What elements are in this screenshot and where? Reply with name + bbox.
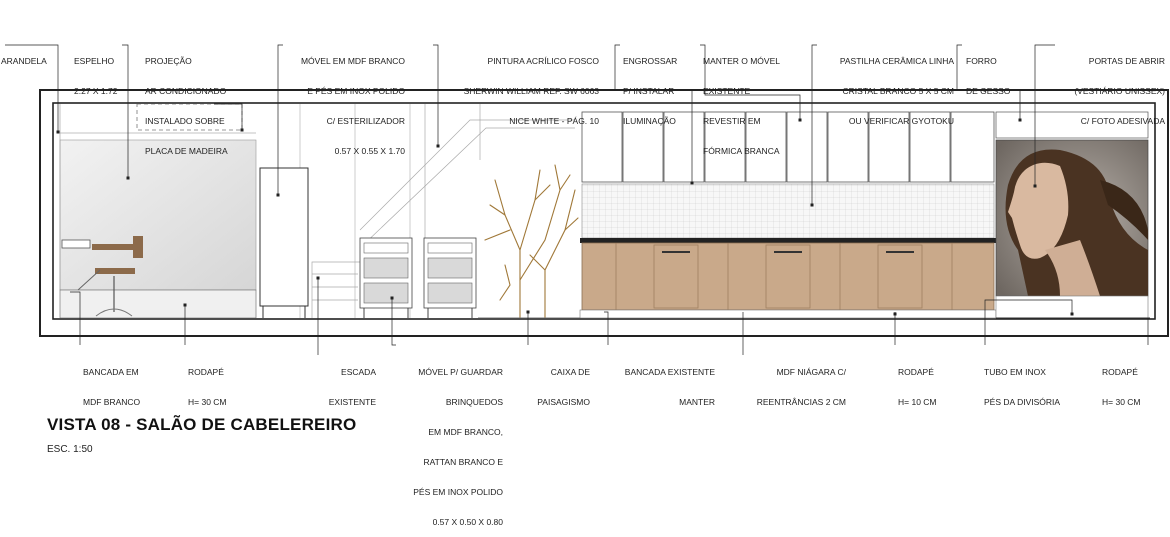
label-portas: PORTAS DE ABRIR (VESTIÁRIO UNISSEX) C/ FOTO ADESIVADA	[1074, 56, 1165, 126]
label-mdf-niagara: MDF NIÁGARA C/ REENTRÂNCIAS 2 CM	[756, 367, 846, 407]
label-manter-movel: MANTER O MÓVEL EXISTENTE REVESTIR EM FÓRMICA BRANCA	[703, 56, 780, 156]
tile-backsplash	[582, 184, 994, 238]
label-pintura: PINTURA ACRÍLICO FOSCO SHERWIN WILLIAM REF. SW 6063 NICE WHITE - PÁG. 10	[463, 56, 599, 126]
label-rodape-30-right: RODAPÉ H= 30 CM	[1102, 367, 1141, 407]
label-rodape-30-left: RODAPÉ H= 30 CM	[188, 367, 227, 407]
tall-cabinet	[260, 168, 308, 306]
toy-cabinet-1	[360, 238, 412, 318]
label-bancada-mdf: BANCADA EM MDF BRANCO	[83, 367, 141, 407]
label-movel-mdf: MÓVEL EM MDF BRANCO E PÉS EM INOX POLIDO C/ ESTERILIZADOR 0.57 X 0.55 X 1.70	[300, 56, 405, 156]
toy-cabinet-2	[424, 238, 476, 318]
label-engrossar: ENGROSSAR P/ INSTALAR ILUMINAÇÃO	[623, 56, 678, 126]
label-movel-brinquedos: MÓVEL P/ GUARDAR BRINQUEDOS EM MDF BRANCO, RATTAN BRANCO E PÉS EM INOX POLIDO 0.57 X 0.50 X 0.80	[413, 367, 503, 527]
label-rodape-10: RODAPÉ H= 10 CM	[898, 367, 937, 407]
lower-cabinets-mdf	[582, 243, 994, 310]
label-espelho: ESPELHO 2.27 X 1.72	[74, 56, 118, 96]
drawing-scale: ESC. 1:50	[47, 444, 93, 455]
label-arandela: ARANDELA	[1, 56, 47, 66]
label-forro: FORRO DE GESSO	[966, 56, 1011, 96]
countertop	[580, 238, 996, 243]
label-caixa-paisagismo: CAIXA DE PAISAGISMO	[537, 367, 590, 407]
tree-illustration	[485, 165, 578, 318]
label-bancada-existente: BANCADA EXISTENTE MANTER	[624, 367, 715, 407]
label-escada: ESCADA EXISTENTE	[328, 367, 376, 407]
label-pastilha: PASTILHA CERÂMICA LINHA CRISTAL BRANCO 5 X 5 CM OU VERIFICAR GYOTOKU	[839, 56, 954, 126]
label-projecao: PROJEÇÃO AR CONDICIONADO INSTALADO SOBRE PLACA DE MADEIRA	[145, 56, 228, 156]
drawing-title: VISTA 08 - SALÃO DE CABELEREIRO	[47, 415, 357, 434]
label-tubo-inox: TUBO EM INOX PÉS DA DIVISÓRIA	[984, 367, 1061, 407]
bancada-mdf	[60, 290, 256, 318]
